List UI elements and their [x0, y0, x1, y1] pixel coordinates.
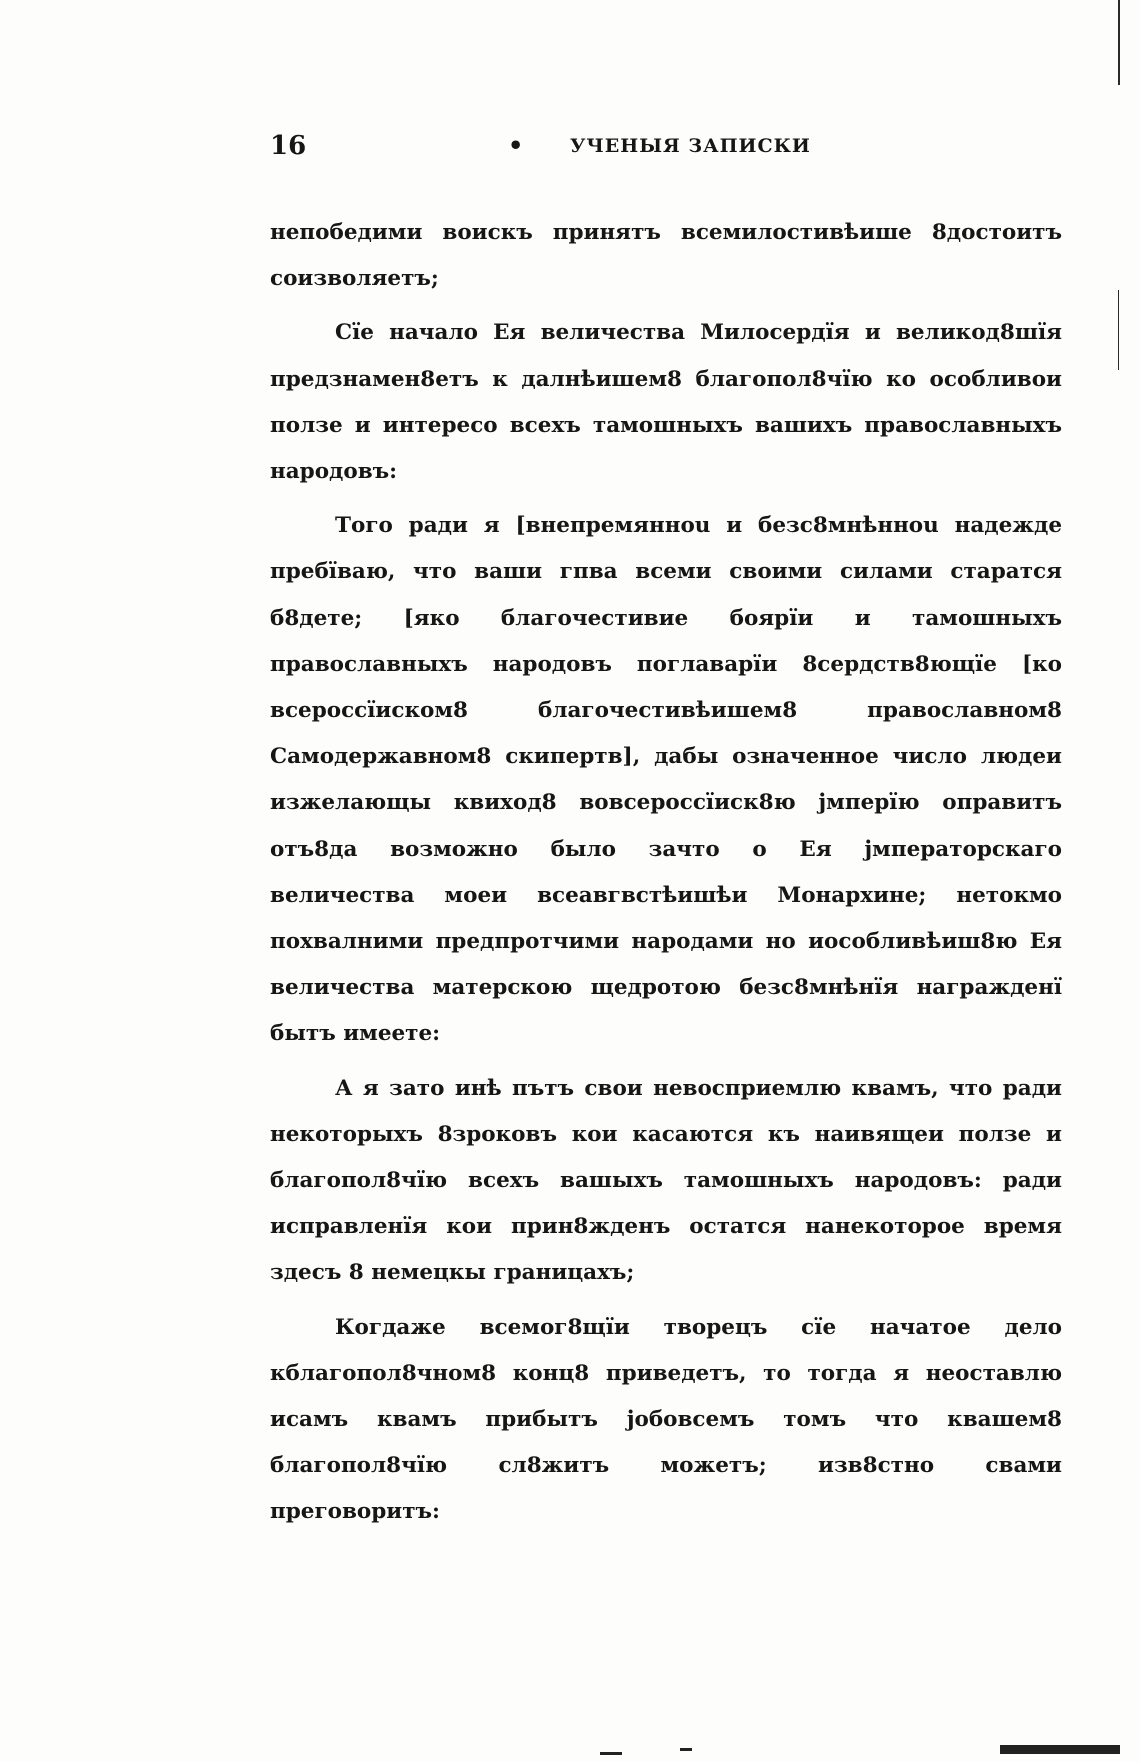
scan-smudge: [1000, 1745, 1120, 1754]
header-dot: •: [508, 131, 524, 160]
paragraph-3: Того ради я [внепремянноu и безс8мнѣнноu надежде пребїваю, что ваши гпва всеми своими силами старатся б8дете; [яко благочестивие боярїи и тамошныхъ православныхъ народовъ поглаварїи 8сердств8ющїе [ко всероссїиском8 благочестивѣишем8 православном8 Самодержавном8 скипертв], дабы означенное число людеи изжелающы квиход8 вовсероссїиск8ю jмперїю оправитъ отъ8да возможно было зачто о Ея jмператорскаго величества моеи всеавгвстѣишѣи Монархине; нетокмо похвалними предпротчими народами но иособливѣиш8ю Ея величества матерскою щедротою безс8мнѣнїя награжденї бытъ имеете:: [270, 513, 1062, 1047]
body-text: [270, 210, 1062, 1544]
paragraph-1: непобедими воискъ принятъ всемилостивѣише 8достоитъ соизволяетъ;: [270, 220, 1062, 292]
scan-edge-line: [1118, 290, 1119, 370]
scan-smudge: [600, 1752, 622, 1755]
scan-smudge: [680, 1748, 692, 1751]
page-header: [270, 131, 1070, 171]
running-title: УЧЕНЫЯ ЗАПИСКИ: [570, 135, 811, 157]
page-number: 16: [270, 131, 307, 161]
scan-edge-line: [1118, 0, 1120, 85]
paragraph-2: Сїе начало Ея величества Милосердїя и великод8шїя предзнамен8етъ к далнѣишем8 благопол8чїю ко особливои ползе и интересо всехъ тамошныхъ вашихъ православныхъ народовъ:: [270, 320, 1062, 485]
paragraph-4: А я зато инѣ пътъ свои невосприемлю квамъ, что ради некоторыхъ 8зроковъ кои касаются къ наивящеи ползе и благопол8чїю всехъ вашыхъ тамошныхъ народовъ: ради исправленїя кои прин8жденъ остатся нанекоторое время здесъ 8 немецкы границахъ;: [270, 1075, 1062, 1286]
paragraph-5: Когдаже всемог8щїи творецъ сїе начатое дело кблагопол8чном8 конц8 приведетъ, то тогда я неоставлю исамъ квамъ прибытъ jобовсемъ томъ что квашем8 благопол8чїю сл8житъ можетъ; изв8стно свами преговоритъ:: [270, 1314, 1062, 1525]
